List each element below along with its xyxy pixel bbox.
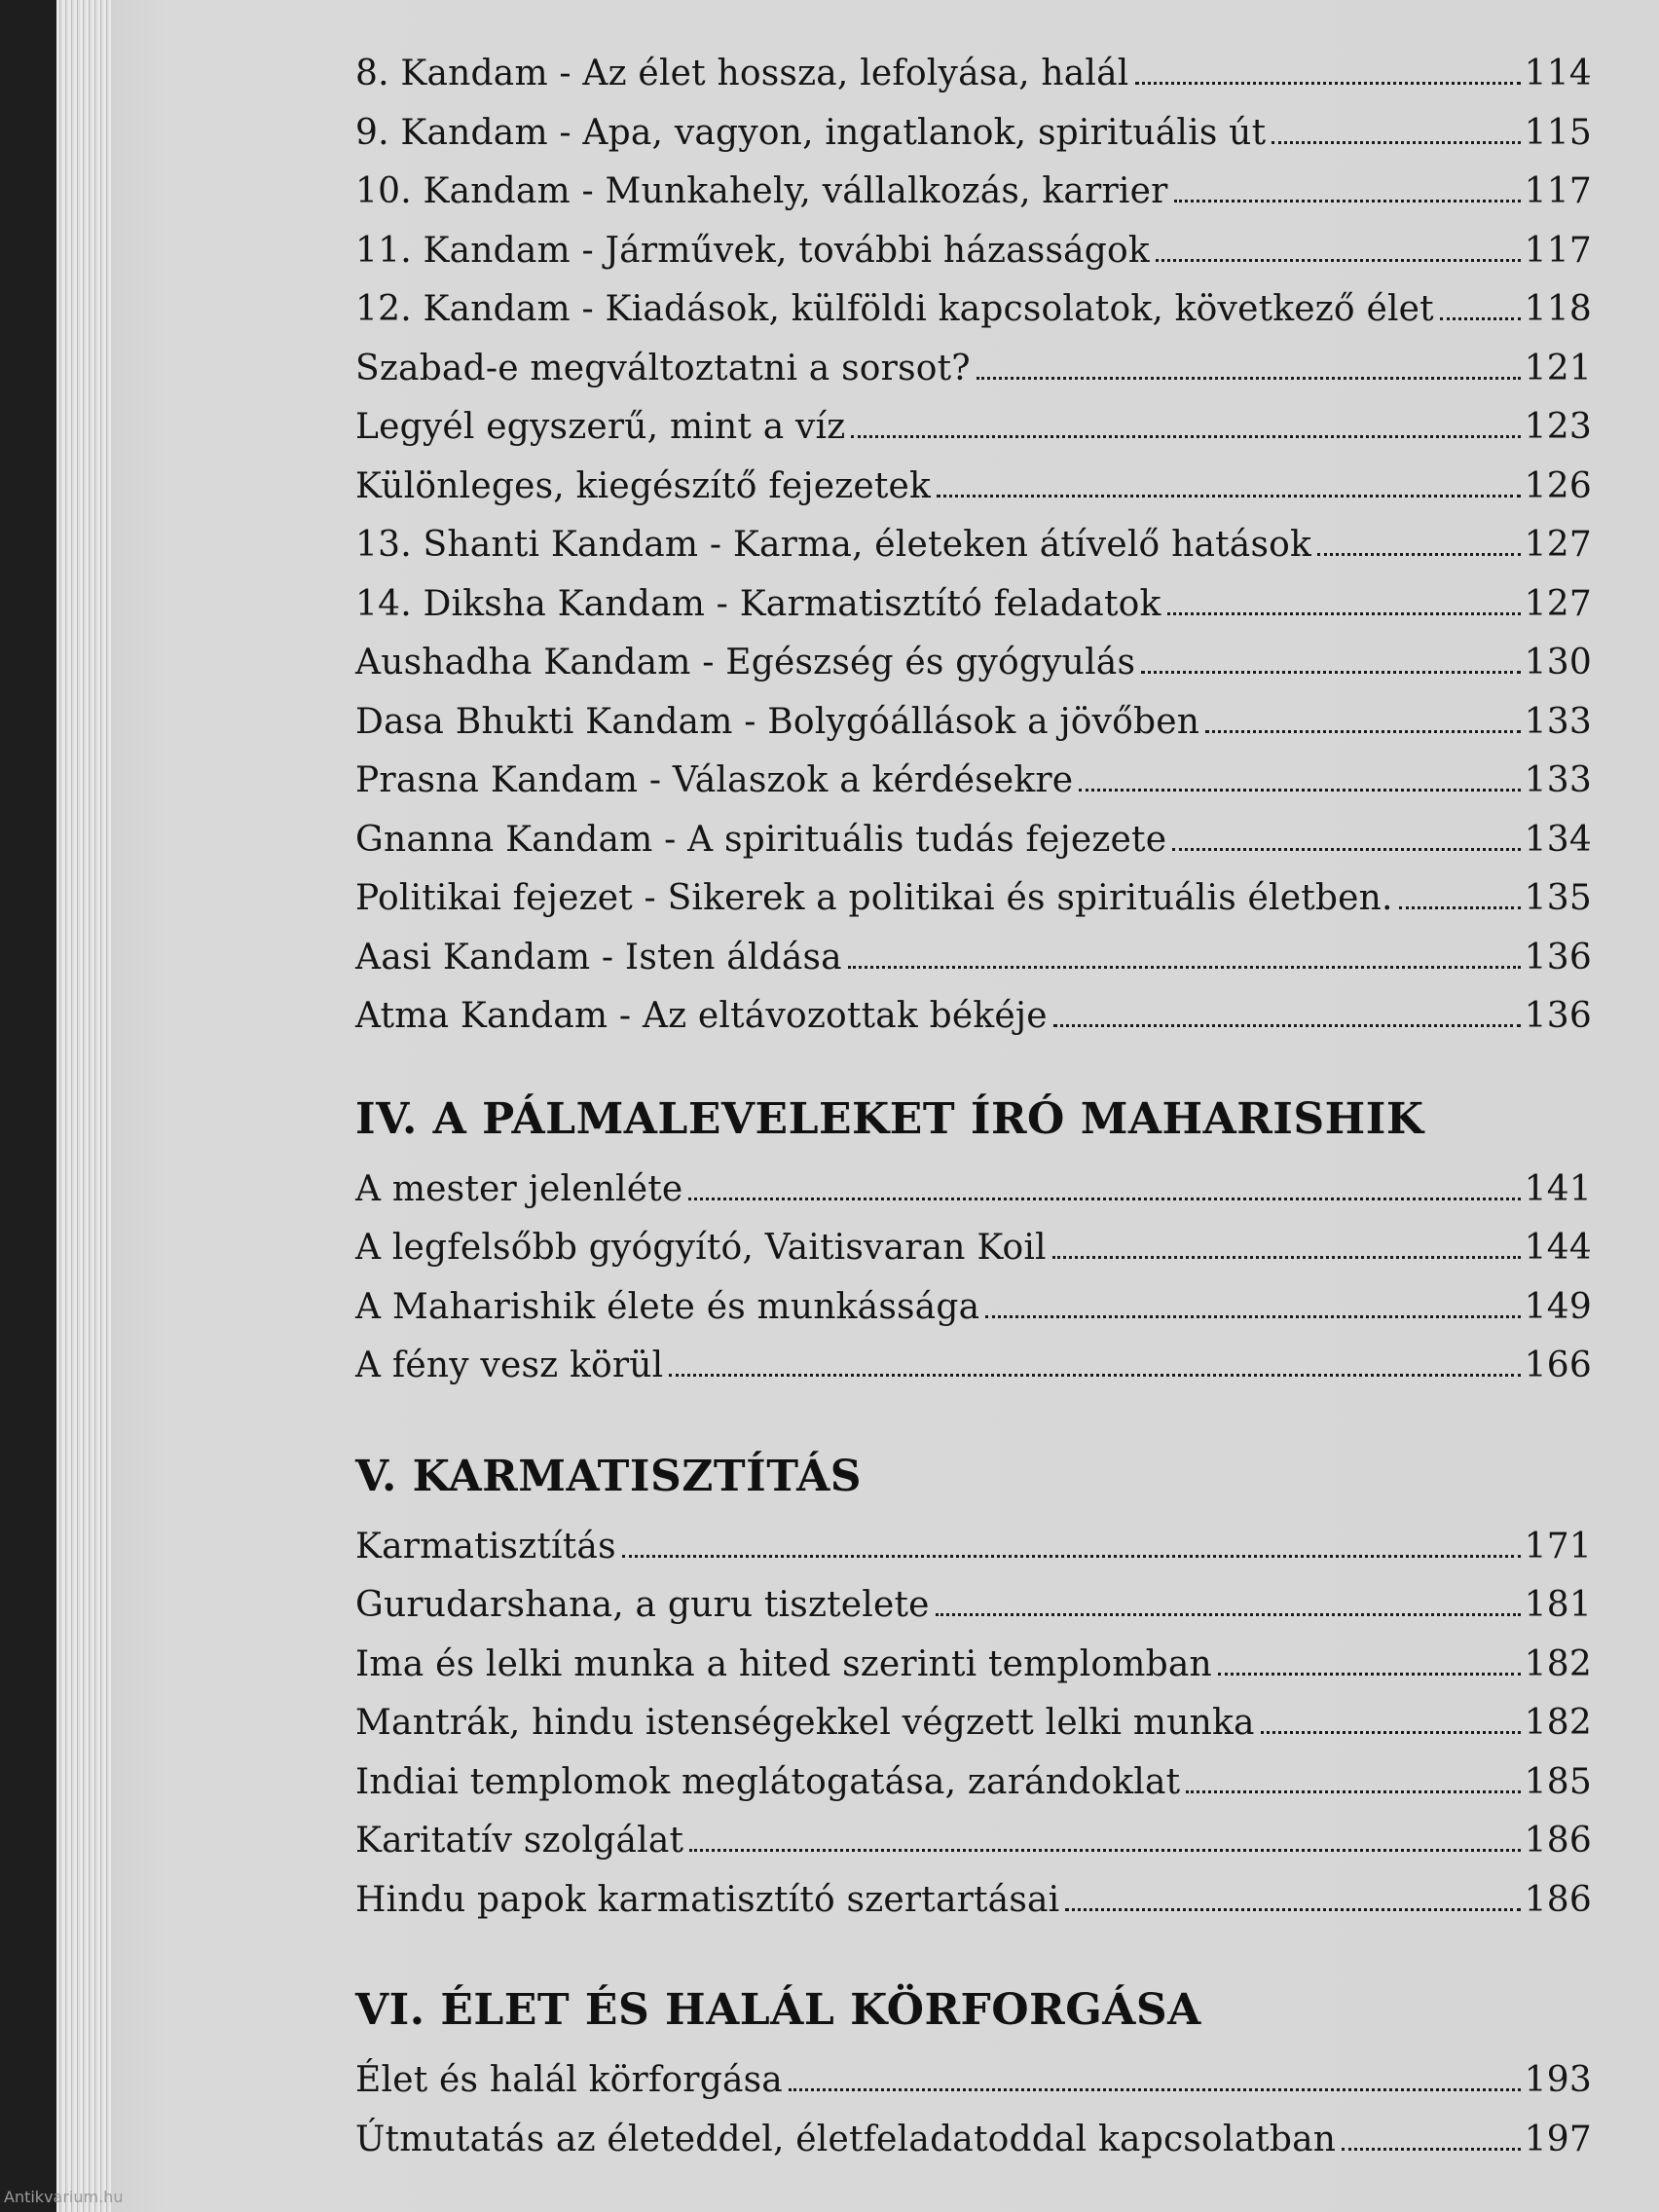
toc-entry[interactable]: 14. Diksha Kandam - Karmatisztító feladatok 127 (355, 583, 1592, 624)
toc-entry[interactable]: Különleges, kiegészítő fejezetek 126 (355, 465, 1592, 506)
toc-entry[interactable]: Legyél egyszerű, mint a víz 123 (355, 407, 1592, 447)
toc-entry[interactable]: Prasna Kandam - Válaszok a kérdésekre 133 (355, 760, 1592, 800)
page-edges (56, 0, 111, 2212)
toc-entry[interactable]: Szabad-e megváltoztatni a sorsot? 121 (355, 348, 1592, 388)
dot-leader (1205, 730, 1521, 733)
dot-leader (1079, 789, 1520, 792)
dot-leader (937, 495, 1521, 498)
toc-entry[interactable]: Ima és lelki munka a hited szerinti templomban 182 (355, 1643, 1592, 1684)
dot-leader (848, 966, 1521, 969)
toc-entry[interactable]: Gurudarshana, a guru tisztelete 181 (355, 1585, 1592, 1625)
dot-leader (1440, 317, 1521, 320)
toc-entry[interactable]: 13. Shanti Kandam - Karma, életeken átívelő hatások 127 (355, 525, 1592, 565)
dot-leader (622, 1555, 1521, 1558)
toc-entry[interactable]: 10. Kandam - Munkahely, vállalkozás, karrier 117 (355, 171, 1592, 211)
toc-entry[interactable]: 12. Kandam - Kiadások, külföldi kapcsolatok, következő élet 118 (355, 289, 1592, 329)
toc-entry[interactable]: A Maharishik élete és munkássága 149 (355, 1286, 1592, 1327)
toc-entry[interactable]: Politikai fejezet - Sikerek a politikai és spirituális életben. 135 (355, 878, 1592, 918)
toc-entry[interactable]: Karitatív szolgálat 186 (355, 1821, 1592, 1861)
dot-leader (1186, 1790, 1520, 1793)
toc-entry[interactable]: 8. Kandam - Az élet hossza, lefolyása, halál 114 (355, 54, 1592, 93)
dot-leader (669, 1374, 1520, 1377)
toc-entry[interactable]: Atma Kandam - Az eltávozottak békéje 136 (355, 996, 1592, 1036)
toc-entry[interactable]: Élet és halál körforgása 193 (355, 2060, 1592, 2100)
watermark: Antikvarium.hu (4, 2188, 124, 2206)
section-heading-vi: VI. ÉLET ÉS HALÁL KÖRFORGÁSA (355, 1985, 1201, 2035)
toc-entry[interactable]: Aasi Kandam - Isten áldása 136 (355, 937, 1592, 977)
toc-entry[interactable]: Hindu papok karmatisztító szertartásai 186 (355, 1879, 1592, 1920)
toc-entry[interactable]: 9. Kandam - Apa, vagyon, ingatlanok, spirituális út 115 (355, 112, 1592, 153)
book-binding (0, 0, 56, 2212)
dot-leader (689, 1849, 1521, 1852)
toc-entry[interactable]: Útmutatás az életeddel, életfeladatoddal kapcsolatban 197 (355, 2119, 1592, 2159)
dot-leader (1399, 906, 1521, 909)
section-heading-v: V. KARMATISZTÍTÁS (355, 1451, 862, 1501)
toc-entry[interactable]: Karmatisztítás 171 (355, 1526, 1592, 1567)
dot-leader (851, 435, 1520, 438)
dot-leader (1261, 1731, 1521, 1734)
toc-section-v (355, 1527, 1592, 1939)
toc-entry[interactable]: Mantrák, hindu istenségekkel végzett lelki munka 182 (355, 1703, 1592, 1743)
dot-leader (789, 2088, 1521, 2091)
dot-leader (1272, 141, 1520, 144)
toc-entry[interactable]: A mester jelenléte 141 (355, 1168, 1592, 1209)
dot-leader (1065, 1908, 1520, 1911)
dot-leader (1156, 259, 1521, 262)
toc-entry[interactable]: Aushadha Kandam - Egészség és gyógyulás 130 (355, 643, 1592, 682)
section-heading-iv: IV. A PÁLMALEVELEKET ÍRÓ MAHARISHIK (355, 1093, 1424, 1144)
dot-leader (1317, 553, 1521, 556)
toc-entry[interactable]: Gnanna Kandam - A spirituális tudás fejezete 134 (355, 819, 1592, 860)
toc-entry[interactable]: Indiai templomok meglátogatása, zarándoklat 185 (355, 1761, 1592, 1802)
dot-leader (1172, 848, 1520, 851)
dot-leader (985, 1315, 1520, 1318)
dot-leader (688, 1198, 1520, 1200)
toc-section-iv (355, 1169, 1592, 1405)
toc-entry[interactable]: 11. Kandam - Járművek, további házasságok 117 (355, 230, 1592, 271)
toc-entry[interactable]: A legfelsőbb gyógyító, Vaitisvaran Koil 144 (355, 1228, 1592, 1268)
dot-leader (936, 1613, 1521, 1616)
toc-entry[interactable]: Dasa Bhukti Kandam - Bolygóállások a jövőben 133 (355, 701, 1592, 742)
dot-leader (1174, 200, 1521, 203)
dot-leader (1053, 1024, 1521, 1027)
toc-section-vi (355, 2060, 1592, 2178)
dot-leader (1218, 1673, 1521, 1676)
toc-section-continued (355, 54, 1592, 1055)
dot-leader (1342, 2148, 1520, 2151)
toc-entry[interactable]: A fény vesz körül 166 (355, 1346, 1592, 1385)
table-of-contents (355, 54, 1592, 2178)
dot-leader (977, 377, 1521, 380)
dot-leader (1052, 1256, 1521, 1259)
dot-leader (1167, 612, 1521, 615)
dot-leader (1135, 82, 1521, 85)
dot-leader (1141, 671, 1521, 674)
